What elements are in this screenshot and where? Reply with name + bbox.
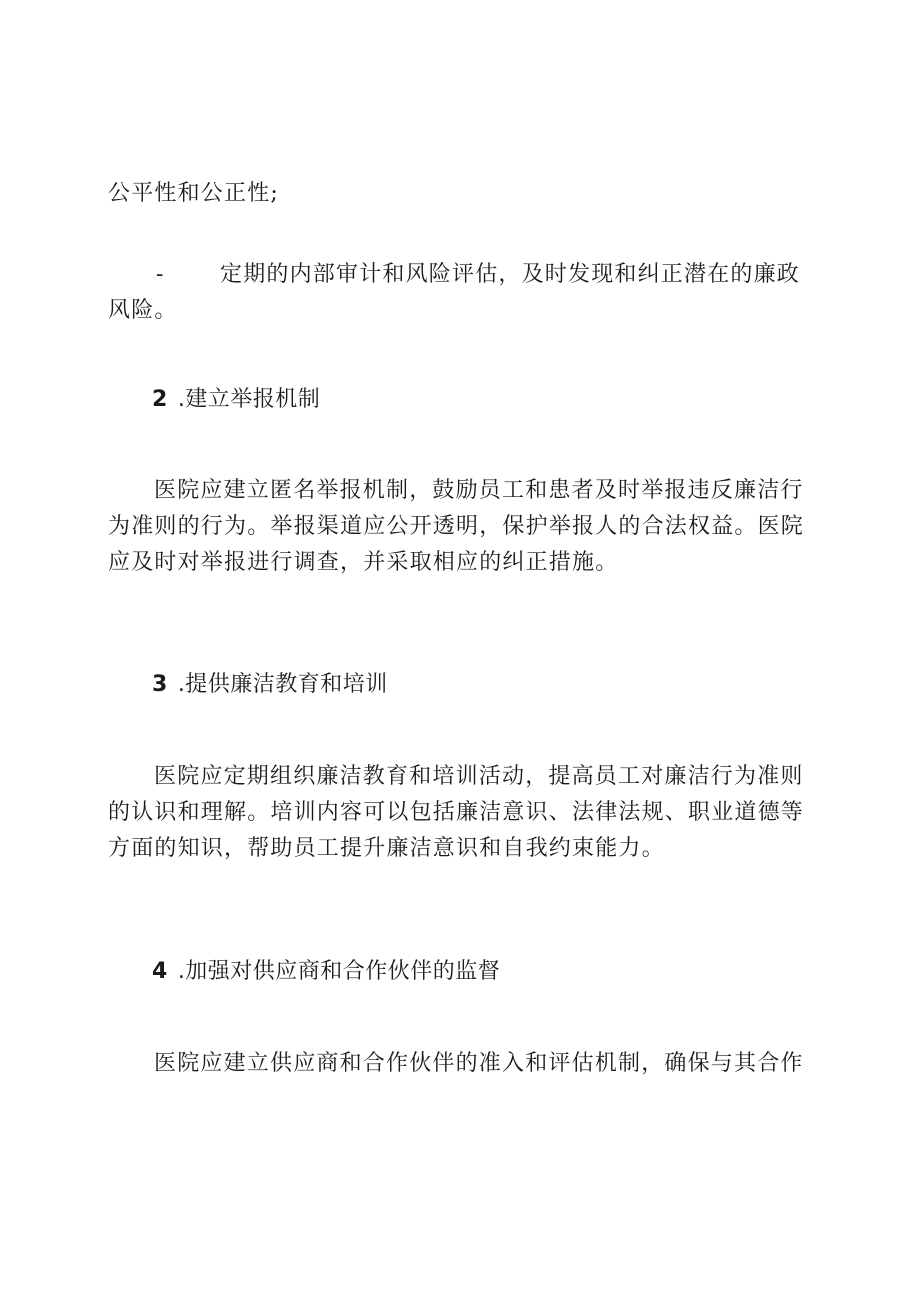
fairness-text: 公平性和公正性;: [108, 181, 280, 206]
paragraph-line: 医院应建立匿名举报机制，鼓励员工和患者及时举报违反廉洁行: [154, 478, 804, 503]
bullet-item-audit: [108, 257, 808, 329]
section-title: .加强对供应商和合作伙伴的监督: [177, 959, 501, 984]
bullet-text-continuation: 风险。: [108, 298, 178, 323]
section-heading-2: [152, 385, 320, 415]
paragraph-line: 方面的知识，帮助员工提升廉洁意识和自我约束能力。: [108, 836, 665, 861]
text-line-fairness: [108, 176, 808, 212]
section-number: 3: [152, 672, 168, 697]
section-title: .提供廉洁教育和培训: [177, 672, 388, 697]
section-heading-3: [152, 670, 388, 700]
section-heading-4: [152, 957, 500, 987]
bullet-text-first-line: 定期的内部审计和风险评估，及时发现和纠正潜在的廉政: [220, 262, 801, 287]
section-2-paragraph: [108, 473, 808, 581]
paragraph-line: 医院应建立供应商和合作伙伴的准入和评估机制，确保与其合作: [154, 1051, 804, 1076]
section-3-paragraph: [108, 759, 808, 867]
paragraph-line: 为准则的行为。举报渠道应公开透明，保护举报人的合法权益。医院: [108, 514, 805, 539]
paragraph-line: 医院应定期组织廉洁教育和培训活动，提高员工对廉洁行为准则: [154, 764, 804, 789]
section-4-paragraph: [108, 1046, 808, 1082]
section-number: 4: [152, 959, 168, 984]
section-number: 2: [152, 387, 168, 412]
bullet-dash: -: [156, 262, 165, 287]
section-title: .建立举报机制: [177, 387, 321, 412]
paragraph-line: 的认识和理解。培训内容可以包括廉洁意识、法律法规、职业道德等: [108, 800, 805, 825]
paragraph-line: 应及时对举报进行调查，并采取相应的纠正措施。: [108, 550, 619, 575]
